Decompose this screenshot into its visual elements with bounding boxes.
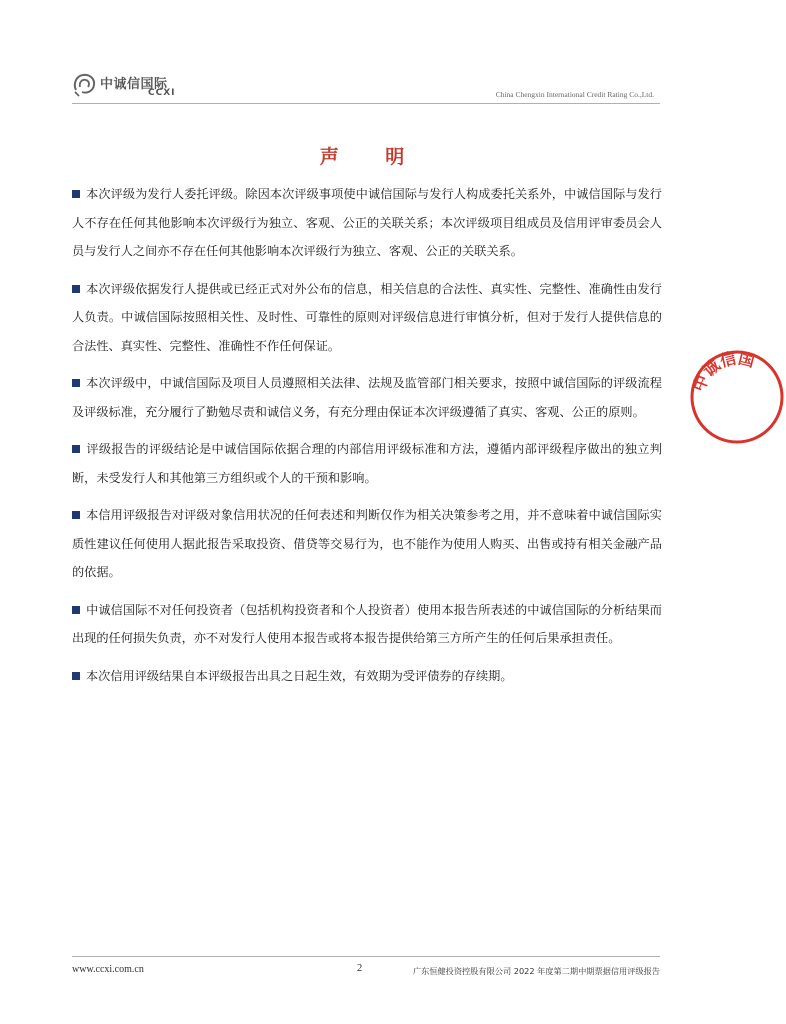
footer-website: www.ccxi.com.cn (72, 964, 144, 975)
statement-paragraph (72, 501, 662, 587)
seal-text: 中诚信国 (689, 348, 757, 395)
ccxi-logo-icon (72, 72, 98, 98)
statement-paragraph (72, 662, 662, 691)
page-header (72, 70, 660, 102)
logo-text-cn: 中诚信国际 (100, 77, 168, 92)
square-bullet-icon (72, 379, 80, 387)
header-divider (72, 103, 660, 104)
paragraph-text: 评级报告的评级结论是中诚信国际依据合理的内部信用评级标准和方法，遵循内部评级程序做出的独立判断，未受发行人和其他第三方组织或个人的干预和影响。 (72, 442, 662, 485)
paragraph-text: 中诚信国际不对任何投资者（包括机构投资者和个人投资者）使用本报告所表述的中诚信国际的分析结果而出现的任何损失负责，亦不对发行人使用本报告或将本报告提供给第三方所产生的任何后果承担责任。 (72, 602, 662, 645)
statement-paragraph (72, 275, 662, 361)
square-bullet-icon (72, 672, 80, 680)
square-bullet-icon (72, 445, 80, 453)
page-number: 2 (357, 963, 363, 974)
statement-paragraph (72, 596, 662, 653)
page-title: 声 明 (319, 146, 425, 168)
company-seal-stamp (688, 348, 786, 446)
paragraph-text: 本信用评级报告对评级对象信用状况的任何表述和判断仅作为相关决策参考之用，并不意味着中诚信国际实质性建议任何使用人据此报告采取投资、借贷等交易行为，也不能作为使用人购买、出售或持有相关金融产品的依据。 (72, 508, 662, 579)
statement-paragraphs (72, 180, 662, 699)
company-name-en: China Chengxin International Credit Rating Co.,Ltd. (495, 90, 654, 99)
statement-paragraph (72, 435, 662, 492)
square-bullet-icon (72, 190, 80, 198)
paragraph-text: 本次信用评级结果自本评级报告出具之日起生效，有效期为受评债券的存续期。 (86, 668, 513, 683)
square-bullet-icon (72, 285, 80, 293)
report-name: 广东恒健投资控股有限公司 2022 年度第二期中期票据信用评级报告 (412, 966, 660, 976)
footer-divider (72, 956, 660, 957)
square-bullet-icon (72, 511, 80, 519)
ccxi-logo (72, 70, 192, 102)
paragraph-text: 本次评级为发行人委托评级。除因本次评级事项使中诚信国际与发行人构成委托关系外，中诚信国际与发行人不存在任何其他影响本次评级行为独立、客观、公正的关联关系；本次评级项目组成员及信用评审委员会人员与发行人之间亦不存在任何其他影响本次评级行为独立、客观、公正的关联关系。 (72, 187, 662, 258)
paragraph-text: 本次评级依据发行人提供或已经正式对外公布的信息，相关信息的合法性、真实性、完整性、准确性由发行人负责。中诚信国际按照相关性、及时性、可靠性的原则对评级信息进行审慎分析，但对于发行人提供信息的合法性、真实性、完整性、准确性不作任何保证。 (72, 281, 662, 353)
logo-text-en: CCXI (148, 88, 176, 98)
statement-paragraph (72, 369, 662, 426)
paragraph-text: 本次评级中，中诚信国际及项目人员遵照相关法律、法规及监管部门相关要求，按照中诚信国际的评级流程及评级标准，充分履行了勤勉尽责和诚信义务，有充分理由保证本次评级遵循了真实、客观、公正的原则。 (72, 376, 662, 419)
square-bullet-icon (72, 606, 80, 614)
statement-paragraph (72, 180, 662, 266)
